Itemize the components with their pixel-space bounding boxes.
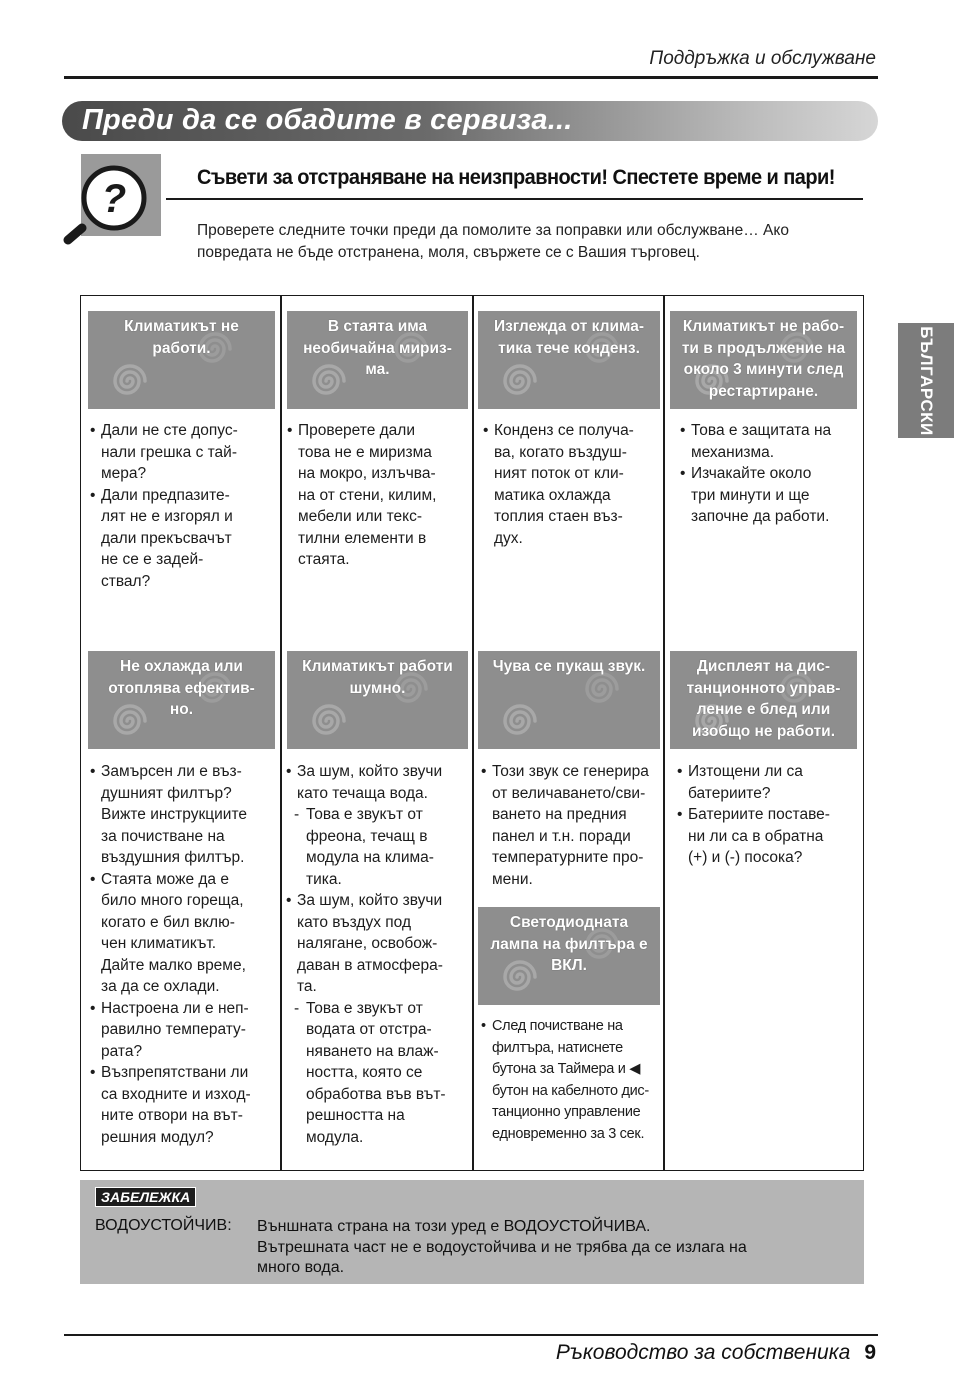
intro-paragraph [197,220,857,264]
list-item [680,463,858,528]
list-item-line: • Настроена ли е неп- [101,999,249,1017]
list-item-line: • Изтощени ли са [688,763,803,780]
list-item-line: • Стаята може да е [101,870,229,888]
card-title-line: ти в продължение на [681,339,846,357]
card-body [481,1016,661,1145]
list-item-line: панел и т.н. поради [492,827,631,845]
card-title-line: около 3 минути след [683,361,844,378]
section-subtitle: Съвети за отстраняване на неизправности! Спестете време и пари! [197,165,835,189]
list-item-line: решния модул? [101,1128,214,1146]
list-item-line: ността, която се [306,1064,423,1081]
list-item-line: лят не е изгорял и [101,508,233,525]
note-label: ЗАБЕЛЕЖКА [95,1187,196,1207]
card-items [677,761,857,869]
card-title-line: работи. [152,339,211,357]
note-key: ВОДОУСТОЙЧИВ: [95,1217,232,1234]
list-item-line: водата от отстра- [306,1021,432,1038]
card-items [481,1016,661,1145]
footer [64,1341,876,1365]
footer-title: Ръководство за собственика [555,1341,851,1364]
list-item-line: няването на влаж- [306,1042,439,1060]
list-item-line: това не е миризма [298,443,432,461]
magnifier-question-icon [60,160,160,246]
column-divider [663,296,665,1170]
subtitle-rule [166,198,863,200]
list-item-line: са входните и изход- [101,1085,251,1103]
list-item-line: Дайте малко време, [101,956,246,974]
list-item-line: матика охлажда [494,486,611,504]
card-title [92,656,271,721]
page-number: 9 [864,1341,876,1364]
list-item [287,420,469,571]
card-title [482,656,656,678]
list-item-line: та. [297,978,317,995]
list-item-line: фреона, течащ в [306,827,428,845]
card-items [286,761,468,1148]
card-header [287,651,468,749]
list-item-line: • Замърсен ли е въз- [101,763,242,780]
list-item-line: - Това е звукът от [306,999,423,1017]
card-header [670,651,857,749]
list-item-line: • Проверете дали [298,422,416,439]
list-item-line: филтъра, натиснете [492,1039,623,1056]
list-item-line: • Дали не сте допус- [101,422,238,439]
column-divider [280,296,282,1170]
card-title [482,912,656,977]
card-title [92,316,271,359]
card-title-line: рестартиране. [708,382,819,400]
list-item-line: чен климатикът. [101,935,217,952]
card-body [90,761,278,1148]
column-divider [472,296,474,1170]
card-title-line: Дисплеят на дис- [696,658,831,675]
list-item-line: Вижте инструкциите [101,806,248,823]
card-title-line: Климатикът работи [302,658,453,675]
list-item [286,998,468,1149]
card-header [478,651,660,749]
card-title-line: Не охлажда или [120,658,243,675]
list-item-line: (+) и (-) посока? [688,849,803,866]
list-item-line: за да се охлади. [101,978,220,995]
list-item [286,761,468,804]
intro-line: повредата не бъде отстранена, моля, свържете се с Вашия търговец. [197,244,700,261]
list-item-line: тика. [306,870,342,888]
list-item [481,1016,661,1145]
list-item [90,869,278,998]
list-item [483,420,661,549]
card-title-line: Климатикът не рабо- [682,318,845,335]
list-item-line: било много гореща, [101,892,244,909]
list-item-line: ването на предния [492,806,627,823]
swirl-icon [106,357,154,405]
card-items [483,420,661,549]
card-title [674,316,853,402]
card-items [481,761,661,890]
card-title-line: Изглежда от клима- [493,318,645,335]
list-item [680,420,858,463]
list-item-line: • За шум, който звучи [297,892,443,909]
list-item-line: батериите? [688,784,771,802]
list-item-line: мени. [492,870,533,888]
list-item [90,761,278,869]
list-item [286,890,468,998]
list-item-line: решността на [306,1107,405,1124]
card-title [291,656,464,699]
card-title-line: ма. [365,361,390,378]
card-title [482,316,656,359]
list-item-line: бутон на кабелното дис- [492,1082,649,1099]
list-item-line: стаята. [298,551,350,568]
list-item-line: • За шум, който звучи [297,763,443,780]
list-item-line: душният филтър? [101,784,232,802]
list-item-line: налягане, освобож- [297,935,438,952]
list-item-line: мебели или текс- [298,508,422,525]
list-item-line: • Този звук се генерира [492,763,649,780]
list-item-line: - Това е звукът от [306,806,423,823]
list-item [90,485,278,593]
card-title-line: Светодиодната [509,914,629,931]
note-box [80,1180,864,1284]
card-title-line: шумно. [349,679,406,697]
intro-line: Проверете следните точки преди да помолите за поправки или обслужване… Ако [197,222,789,239]
list-item-line: започне да работи. [691,508,830,525]
card-body [677,761,857,869]
card-items [680,420,858,528]
card-title-line: Климатикът не [124,318,239,335]
card-title-line: лампа на филтъра е [490,935,648,953]
list-item [90,998,278,1063]
list-item-line: мера? [101,465,147,482]
list-item [677,804,857,869]
language-tab-label: БЪЛГАРСКИ [917,325,936,436]
list-item-line: ните отвори на вът- [101,1107,243,1124]
page-title: Преди да се обадите в сервиза... [82,104,573,136]
card-header [478,907,660,1005]
card-items [287,420,469,571]
note-line: Вътрешната част не е водоустойчива и не трябва да се излага на [257,1238,747,1256]
list-item [677,761,857,804]
card-title-line: но. [169,701,194,718]
list-item-line: обработва във вът- [306,1085,446,1103]
list-item-line: • Възпрепятствани ли [101,1064,249,1081]
list-item-line: • След почистване на [492,1018,623,1034]
list-item-line: ният поток от кли- [494,465,624,482]
list-item-line: ва, когато въздуш- [494,443,627,461]
card-title-line: В стаята има [327,318,428,335]
card-title [674,656,853,742]
card-items [90,420,278,592]
list-item-line: ствал? [101,572,151,590]
card-header [287,311,468,409]
list-item-line: • Батериите поставе- [688,806,830,823]
list-item-line: механизма. [691,443,775,461]
list-item-line: едновременно за 3 сек. [492,1125,645,1142]
list-item-line: дали прекъсвачът [101,529,232,547]
list-item-line: топлия стаен въз- [494,508,623,525]
list-item-line: • Конденз се получа- [494,422,634,439]
card-header [88,311,275,409]
card-title-line: тика тече конденз. [498,339,640,357]
card-title [291,316,464,381]
card-header [88,651,275,749]
note-line: Външната страна на този уред е ВОДОУСТОЙЧИВА. [257,1218,651,1235]
note-line: много вода. [257,1259,345,1276]
list-item-line: тилни елементи в [298,529,427,547]
title-bar [62,101,878,141]
note-text [257,1217,847,1279]
card-title-line: Чува се пукащ звук. [492,658,646,675]
card-body [680,420,858,528]
list-item [481,761,661,890]
list-item-line: не се е задей- [101,551,204,568]
card-title-line: изобщо не работи. [692,722,835,740]
card-body [286,761,468,1148]
list-item-line: когато е бил вклю- [101,913,235,931]
list-item-line: бутона за Таймера и ◀ [492,1061,641,1077]
list-item-line: за почистване на [101,827,225,845]
list-item [90,420,278,485]
card-body [483,420,661,549]
swirl-icon [496,357,544,405]
list-item [90,1062,278,1148]
card-body [481,761,661,890]
card-title-line: ление е блед или [696,701,831,718]
list-item-line: танционно управление [492,1104,641,1120]
card-title-line: отоплява ефектив- [108,679,255,697]
list-item-line: на мокро, излъчва- [298,465,436,482]
list-item-line: • Това е защитата на [691,422,832,439]
swirl-icon [305,697,353,745]
running-header: Поддръжка и обслужване [649,48,876,69]
svg-text:?: ? [101,177,127,221]
list-item-line: модула на клима- [306,849,434,866]
card-header [670,311,857,409]
list-item-line: даван в атмосфера- [297,956,443,974]
card-title-line: танционното управ- [686,679,841,697]
list-item-line: • Дали предпазите- [101,486,230,504]
card-title-line: необичайна мириз- [303,339,452,357]
list-item-line: от величаването/сви- [492,784,646,802]
list-item-line: • Изчакайте около [691,465,812,482]
list-item-line: като течаща вода. [297,784,428,802]
list-item-line: на от стени, килим, [298,486,437,504]
list-item-line: рата? [101,1042,143,1060]
card-body [90,420,278,592]
card-body [287,420,469,571]
list-item-line: ни ли са в обратна [688,827,824,845]
card-items [90,761,278,1148]
bottom-rule [64,1334,878,1336]
swirl-icon [496,697,544,745]
list-item-line: като въздух под [297,913,411,931]
language-tab [898,323,954,438]
list-item-line: три минути и ще [691,486,810,504]
card-header [478,311,660,409]
list-item-line: модула. [306,1128,364,1146]
list-item-line: равилно температу- [101,1021,246,1038]
list-item-line: нали грешка с тай- [101,443,237,461]
list-item-line: дух. [494,529,523,547]
list-item-line: въздушния филтър. [101,849,245,866]
top-rule [64,76,878,79]
list-item-line: температурните про- [492,849,644,866]
card-title-line: ВКЛ. [551,957,587,974]
list-item [286,804,468,890]
